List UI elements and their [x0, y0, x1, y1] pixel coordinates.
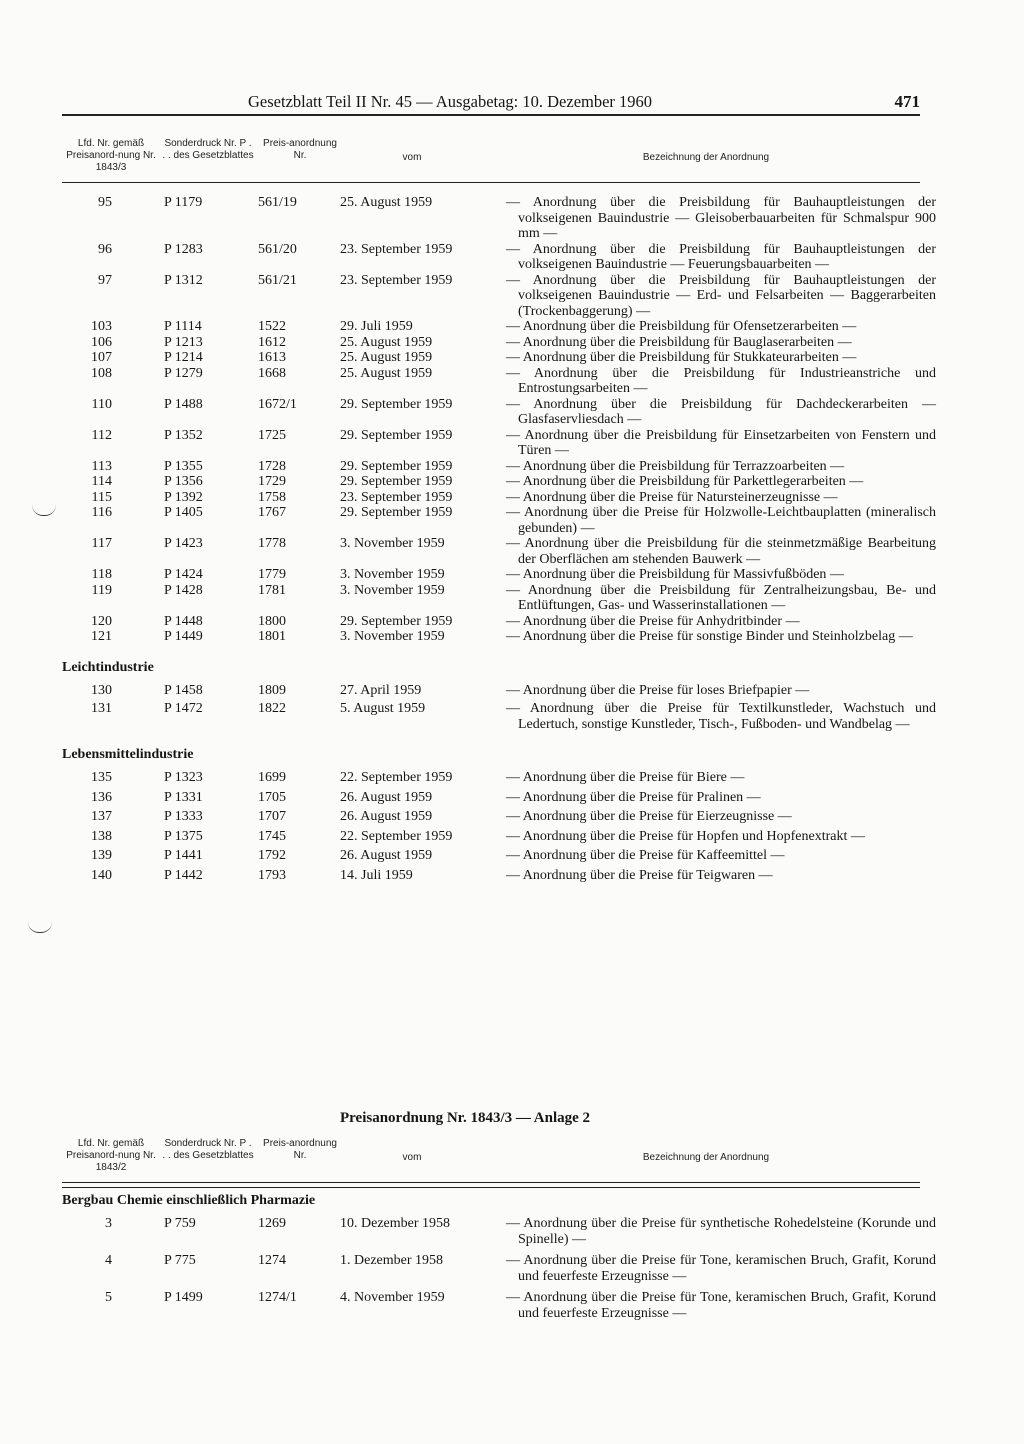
preisanordnung-number: 1699 — [258, 770, 286, 785]
table-row — [62, 790, 920, 806]
sonderdruck-number: P 1279 — [164, 365, 203, 381]
col-header-bezeichnung: Bezeichnung der Anordnung — [642, 1152, 770, 1163]
row-number: 108 — [91, 365, 112, 381]
row-number: 120 — [91, 613, 112, 629]
order-description: — Anordnung über die Preise für Tone, keramischen Bruch, Grafit, Korund und feuerfeste Erzeugnisse — — [506, 1253, 936, 1284]
sonderdruck-number: P 1424 — [164, 567, 203, 582]
order-date: 29. Juli 1959 — [340, 319, 413, 334]
table-row — [62, 536, 936, 567]
order-date: 25. August 1959 — [340, 195, 433, 210]
table-row — [62, 319, 920, 335]
order-description: — Anordnung über die Preise für Pralinen — — [506, 789, 761, 805]
col-header-preisanordnung: Preis-anordnung Nr. — [263, 138, 337, 161]
sonderdruck-number: P 1488 — [164, 396, 203, 412]
order-description: — Anordnung über die Preisbildung für Massivfußböden — — [506, 567, 844, 582]
preisanordnung-number: 1758 — [258, 489, 286, 505]
order-description: — Anordnung über die Preisbildung für Industrieanstriche und Entrostungsarbeiten — — [506, 365, 936, 396]
table-header — [62, 136, 920, 183]
table-row — [62, 582, 936, 614]
issue-title: Gesetzblatt Teil II Nr. 45 — Ausgabetag: 10. Dezember 1960 — [248, 92, 653, 111]
order-date: 26. August 1959 — [340, 789, 433, 805]
preisanordnung-number: 1745 — [258, 828, 286, 844]
margin-check-mark — [28, 922, 52, 933]
group-heading-bergbau-chemie: Bergbau Chemie einschließlich Pharmazie — [62, 1193, 316, 1208]
row-number: 96 — [98, 241, 112, 257]
table-row — [62, 770, 920, 786]
order-date: 29. September 1959 — [340, 474, 453, 489]
table-row — [62, 505, 936, 536]
order-date: 3. November 1959 — [340, 582, 445, 598]
order-description: — Anordnung über die Preisbildung für Stukkateurarbeiten — — [506, 350, 857, 365]
table-body — [62, 183, 936, 645]
sonderdruck-number: P 1423 — [164, 536, 203, 551]
row-number: 106 — [91, 334, 112, 350]
order-description: — Anordnung über die Preise für synthetische Rohedelsteine (Korunde und Spinelle) — — [506, 1216, 936, 1247]
price-orders-table — [62, 136, 936, 887]
table-row — [62, 567, 920, 583]
preisanordnung-number: 1522 — [258, 319, 286, 334]
row-number: 116 — [91, 505, 112, 520]
sonderdruck-number: P 1428 — [164, 582, 203, 598]
order-date: 29. September 1959 — [340, 613, 453, 629]
sonderdruck-number: P 1114 — [164, 319, 202, 334]
sonderdruck-number: P 1356 — [164, 474, 203, 489]
preisanordnung-number: 1668 — [258, 365, 286, 381]
table-row — [62, 629, 920, 645]
col-header-vom: vom — [402, 152, 422, 163]
order-description: — Anordnung über die Preisbildung für Terrazzoarbeiten — — [506, 458, 845, 474]
order-date: 25. August 1959 — [340, 365, 433, 381]
sonderdruck-number: P 1214 — [164, 350, 203, 365]
table-row — [62, 365, 936, 397]
sonderdruck-number: P 759 — [164, 1216, 196, 1231]
preisanordnung-number: 1705 — [258, 789, 286, 805]
table-row — [62, 459, 920, 475]
preisanordnung-number: 1612 — [258, 334, 286, 350]
table-row — [62, 427, 936, 459]
preisanordnung-number: 1274 — [258, 1253, 286, 1268]
preisanordnung-number: 1725 — [258, 427, 286, 443]
preisanordnung-number: 1779 — [258, 567, 286, 582]
table-body — [62, 1216, 936, 1321]
table-row — [62, 474, 920, 490]
order-date: 10. Dezember 1958 — [340, 1216, 451, 1231]
order-description: — Anordnung über die Preise für Anhydritbinder — — [506, 613, 800, 629]
order-date: 22. September 1959 — [340, 828, 453, 844]
preisanordnung-number: 1800 — [258, 613, 286, 629]
order-date: 25. August 1959 — [340, 334, 433, 350]
table-row — [62, 701, 936, 732]
preisanordnung-number: 1793 — [258, 867, 286, 883]
row-number: 138 — [91, 828, 112, 844]
order-description: — Anordnung über die Preisbildung für Parkettlegerarbeiten — — [506, 474, 864, 489]
table-row — [62, 614, 920, 630]
row-number: 140 — [91, 867, 112, 883]
col-header-bezeichnung: Bezeichnung der Anordnung — [642, 152, 770, 163]
preisanordnung-number: 1801 — [258, 629, 286, 644]
preisanordnung-number: 1274/1 — [258, 1290, 297, 1305]
table-row — [62, 350, 920, 366]
table-row — [62, 1253, 936, 1284]
order-date: 22. September 1959 — [340, 770, 453, 785]
preisanordnung-number: 1778 — [258, 536, 286, 551]
row-number: 114 — [91, 474, 112, 489]
row-number: 97 — [98, 272, 112, 288]
preisanordnung-number: 1728 — [258, 458, 286, 474]
order-description: — Anordnung über die Preise für Biere — — [506, 770, 745, 785]
row-number: 115 — [91, 489, 112, 505]
sonderdruck-number: P 1352 — [164, 427, 203, 443]
sonderdruck-number: P 1499 — [164, 1290, 203, 1305]
table-row — [62, 848, 920, 864]
order-date: 1. Dezember 1958 — [340, 1253, 444, 1268]
order-description: — Anordnung über die Preise für Textilkunstleder, Wachstuch und Ledertuch, sonstige Kunstleder, Tisch-, Fußboden- und Wandbelag — — [506, 701, 936, 732]
sonderdruck-number: P 1323 — [164, 770, 203, 785]
sonderdruck-number: P 1458 — [164, 682, 203, 698]
sonderdruck-number: P 1312 — [164, 272, 203, 288]
order-description: — Anordnung über die Preise für loses Briefpapier — — [506, 682, 810, 698]
order-description: — Anordnung über die Preise für Tone, keramischen Bruch, Grafit, Korund und feuerfeste Erzeugnisse — — [506, 1290, 936, 1321]
table-header — [62, 1136, 920, 1183]
table-body-lebensmittelindustrie — [62, 770, 920, 883]
table-row — [62, 683, 920, 699]
table-row — [62, 809, 920, 825]
col-header-sonderdruck: Sonderdruck Nr. P . . . des Gesetzblattes — [162, 138, 254, 161]
row-number: 130 — [91, 682, 112, 698]
sonderdruck-number: P 1405 — [164, 505, 203, 520]
preisanordnung-number: 1269 — [258, 1216, 286, 1231]
table-body-leichtindustrie — [62, 682, 936, 733]
order-description: — Anordnung über die Preise für Kaffeemittel — — [506, 848, 785, 863]
row-number: 107 — [91, 350, 112, 365]
preisanordnung-number: 1809 — [258, 682, 286, 698]
table-row — [62, 490, 920, 506]
order-description: — Anordnung über die Preisbildung für Bauhauptleistungen der volkseigenen Bauindustrie — Feuerungsbauarbeiten — — [506, 241, 936, 272]
col-header-lfd-nr: Lfd. Nr. gemäß Preisanord-nung Nr. 1843/2 — [66, 1138, 156, 1173]
table-row — [62, 829, 920, 845]
margin-check-mark — [32, 505, 56, 516]
preisanordnung-number: 1729 — [258, 474, 286, 489]
row-number: 136 — [91, 789, 112, 805]
sonderdruck-number: P 1213 — [164, 334, 203, 350]
order-description: — Anordnung über die Preise für Hopfen und Hopfenextrakt — — [506, 828, 865, 844]
row-number: 135 — [91, 770, 112, 785]
order-description: — Anordnung über die Preise für Natursteinerzeugnisse — — [506, 489, 838, 505]
col-header-sonderdruck: Sonderdruck Nr. P . . . des Gesetzblattes — [162, 1138, 254, 1161]
order-date: 23. September 1959 — [340, 241, 453, 257]
sonderdruck-number: P 1392 — [164, 489, 203, 505]
sonderdruck-number: P 1472 — [164, 701, 203, 716]
page-number: 471 — [894, 92, 920, 111]
sonderdruck-number: P 1333 — [164, 809, 203, 824]
row-number: 119 — [91, 582, 112, 598]
sonderdruck-number: P 1375 — [164, 828, 203, 844]
row-number: 110 — [91, 396, 112, 412]
row-number: 112 — [91, 427, 112, 443]
row-number: 95 — [98, 195, 112, 210]
order-date: 29. September 1959 — [340, 505, 453, 520]
order-date: 3. November 1959 — [340, 536, 445, 551]
sonderdruck-number: P 1179 — [164, 195, 203, 210]
order-description: — Anordnung über die Preise für sonstige Binder und Steinholzbelag — — [506, 629, 913, 644]
table-row — [62, 396, 936, 428]
order-description: — Anordnung über die Preisbildung für Ofensetzerarbeiten — — [506, 319, 857, 334]
table-row — [62, 272, 936, 320]
col-header-lfd-nr: Lfd. Nr. gemäß Preisanord-nung Nr. 1843/3 — [66, 138, 156, 173]
order-description: — Anordnung über die Preise für Eierzeugnisse — — [506, 809, 792, 824]
order-date: 23. September 1959 — [340, 489, 453, 505]
order-date: 25. August 1959 — [340, 350, 433, 365]
order-date: 4. November 1959 — [340, 1290, 445, 1305]
row-number: 4 — [105, 1253, 112, 1268]
preisanordnung-number: 1672/1 — [258, 396, 297, 412]
order-date: 23. September 1959 — [340, 272, 453, 288]
row-number: 5 — [105, 1290, 112, 1305]
row-number: 103 — [91, 319, 112, 334]
order-description: — Anordnung über die Preisbildung für Bauhauptleistungen der volkseigenen Bauindustrie — Gleisoberbauarbeiten für Schmalspur 900 mm — — [506, 195, 936, 241]
order-date: 29. September 1959 — [340, 427, 453, 443]
col-header-preisanordnung: Preis-anordnung Nr. — [263, 1138, 337, 1161]
preisanordnung-number: 561/19 — [258, 195, 297, 210]
order-date: 29. September 1959 — [340, 396, 453, 412]
sonderdruck-number: P 1448 — [164, 613, 203, 629]
preisanordnung-number: 1822 — [258, 701, 286, 716]
order-date: 27. April 1959 — [340, 682, 422, 698]
row-number: 3 — [105, 1216, 112, 1231]
sonderdruck-number: P 1449 — [164, 629, 203, 644]
row-number: 117 — [91, 536, 112, 551]
table-row — [62, 1290, 936, 1321]
preisanordnung-number: 1707 — [258, 809, 286, 824]
order-description: — Anordnung über die Preisbildung für Bauglaserarbeiten — — [506, 334, 852, 350]
group-heading-lebensmittelindustrie: Lebensmittelindustrie — [62, 747, 194, 762]
sonderdruck-number: P 1442 — [164, 867, 203, 883]
section-title-anlage-2: Preisanordnung Nr. 1843/3 — Anlage 2 — [340, 1110, 591, 1126]
table-row — [62, 1216, 936, 1247]
group-heading-leichtindustrie: Leichtindustrie — [62, 659, 154, 675]
order-date: 14. Juli 1959 — [340, 867, 413, 883]
sonderdruck-number: P 1355 — [164, 458, 203, 474]
row-number: 139 — [91, 848, 112, 863]
order-description: — Anordnung über die Preisbildung für Bauhauptleistungen der volkseigenen Bauindustrie — Erd- und Felsarbeiten — Baggerarbeiten (Trockenbaggerung) — — [506, 272, 936, 319]
row-number: 137 — [91, 809, 112, 824]
col-header-vom: vom — [402, 1152, 422, 1163]
preisanordnung-number: 1781 — [258, 582, 286, 598]
order-description: — Anordnung über die Preisbildung für die steinmetzmäßige Bearbeitung der Oberflächen am stehenden Bauwerk — — [506, 536, 936, 567]
table-row — [62, 868, 920, 884]
order-date: 29. September 1959 — [340, 458, 453, 474]
order-date: 3. November 1959 — [340, 629, 445, 644]
sonderdruck-number: P 1331 — [164, 789, 203, 805]
sonderdruck-number: P 775 — [164, 1253, 196, 1268]
order-date: 3. November 1959 — [340, 567, 445, 582]
table-row — [62, 241, 936, 273]
order-description: — Anordnung über die Preisbildung für Einsetzarbeiten von Fenstern und Türen — — [506, 427, 936, 458]
order-date: 5. August 1959 — [340, 701, 426, 716]
preisanordnung-number: 561/21 — [258, 272, 297, 288]
price-orders-table-2 — [62, 1136, 936, 1327]
table-row — [62, 195, 936, 242]
row-number: 131 — [91, 701, 112, 716]
preisanordnung-number: 1767 — [258, 505, 286, 520]
row-number: 113 — [91, 458, 112, 474]
preisanordnung-number: 561/20 — [258, 241, 297, 257]
sonderdruck-number: P 1283 — [164, 241, 203, 257]
order-description: — Anordnung über die Preise für Holzwolle-Leichtbauplatten (mineralisch gebunden) — — [506, 505, 936, 536]
preisanordnung-number: 1792 — [258, 848, 286, 863]
table-row — [62, 335, 920, 351]
sonderdruck-number: P 1441 — [164, 848, 203, 863]
preisanordnung-number: 1613 — [258, 350, 286, 365]
order-date: 26. August 1959 — [340, 848, 433, 863]
order-date: 26. August 1959 — [340, 809, 433, 824]
page-header — [62, 86, 920, 116]
order-description: — Anordnung über die Preisbildung für Dachdeckerarbeiten — Glasfaservliesdach — — [506, 396, 936, 427]
row-number: 118 — [91, 567, 112, 582]
order-description: — Anordnung über die Preise für Teigwaren — — [506, 867, 773, 883]
row-number: 121 — [91, 629, 112, 644]
order-description: — Anordnung über die Preisbildung für Zentralheizungsbau, Be- und Entlüftungen, Gas- und Wasserinstallationen — — [506, 582, 936, 613]
